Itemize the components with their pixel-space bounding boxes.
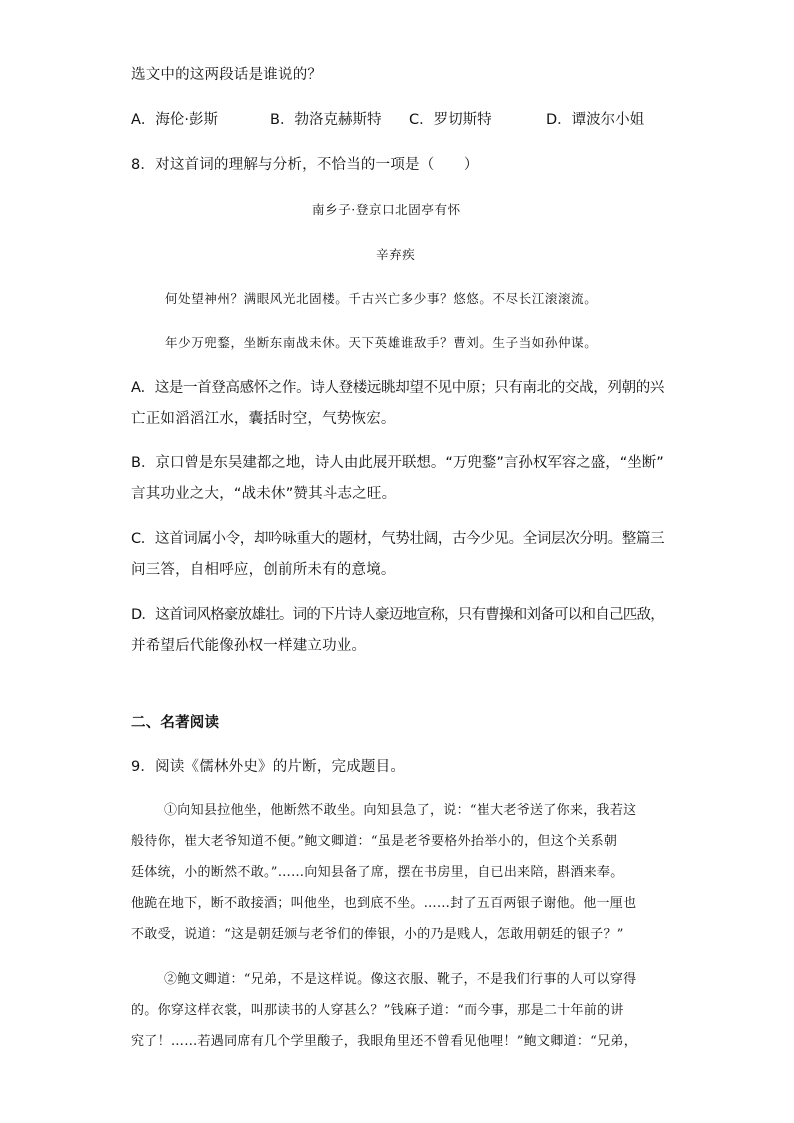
question-7-stem: 选文中的这两段话是谁说的？ <box>131 67 323 83</box>
excerpt-para-1-line-2: 般待你，崔大老爷知道不便。”鲍文卿道：“虽是老爷要格外抬举小的，但这个关系朝 <box>131 834 618 849</box>
poem-line-2: 年少万兜鍪，坐断东南战未休。天下英雄谁敌手？曹刘。生子当如孙仲谋。 <box>165 335 598 350</box>
excerpt-para-1-line-3: 廷体统，小的断然不敢。”……向知县备了席，摆在书房里，自已出来陪，斟酒来奉。 <box>131 865 624 880</box>
excerpt-para-1-line-4: 他跪在地下，断不敢接酒；叫他坐，也到底不坐。……封了五百两银子谢他。他一厘也 <box>131 896 637 911</box>
excerpt-para-2-line-1: ②鲍文卿道：“兄弟，不是这样说。像这衣服、靴子，不是我们行事的人可以穿得 <box>164 972 637 987</box>
question-8-option-d-line-2: 并希望后代能像孙权一样建立功业。 <box>131 638 367 654</box>
question-7-option-b: B．勃洛克赫斯特 <box>270 112 382 128</box>
question-8-option-b-line-2: 言其功业之大，“战未休”赞其斗志之旺。 <box>131 486 397 502</box>
question-8-option-c-line-1: C．这首词属小令，却吟咏重大的题材，气势壮阔，古今少见。全词层次分明。整篇三 <box>131 531 665 547</box>
question-8-option-b-line-1: B．京口曾是东吴建都之地，诗人由此展开联想。“万兜鍪”言孙权军容之盛，“坐断” <box>131 455 664 471</box>
excerpt-para-2-line-3: 究了！……若遇同席有几个学里酸子，我眼角里还不曾看见他哩！”鲍文卿道：“兄弟， <box>131 1034 637 1049</box>
question-7-option-a: A．海伦·彭斯 <box>131 112 219 128</box>
poem-title: 南乡子·登京口北固亭有怀 <box>312 202 461 217</box>
excerpt-para-1-line-1: ①向知县拉他坐，他断然不敢坐。向知县急了，说：“崔大老爷送了你来，我若这 <box>164 803 637 818</box>
poem-author: 辛弃疾 <box>376 247 416 262</box>
poem-line-1: 何处望神州？满眼风光北固楼。千古兴亡多少事？悠悠。不尽长江滚滚流。 <box>165 291 598 306</box>
question-8-option-a-line-1: A．这是一首登高感怀之作。诗人登楼远眺却望不见中原；只有南北的交战，列朝的兴 <box>131 380 665 396</box>
excerpt-para-2-line-2: 的。你穿这样衣裳，叫那读书的人穿甚么？”钱麻子道：“而今事，那是二十年前的讲 <box>131 1003 624 1018</box>
question-8-option-a-line-2: 亡正如滔滔江水，囊括时空，气势恢宏。 <box>131 411 396 427</box>
question-9-stem: 9．阅读《儒林外史》的片断，完成题目。 <box>131 759 406 775</box>
question-8-option-d-line-1: D．这首词风格豪放雄壮。词的下片诗人豪迈地宣称，只有曹操和刘备可以和自己匹敌， <box>131 607 664 623</box>
question-8-stem: 8．对这首词的理解与分析，不恰当的一项是（ ） <box>131 157 479 173</box>
section-heading: 二、名著阅读 <box>131 715 220 731</box>
excerpt-para-1-line-5: 不敢受，说道：“这是朝廷颁与老爷们的俸银，小的乃是贱人，怎敢用朝廷的银子？” <box>131 927 624 942</box>
question-7-option-d: D．谭波尔小姐 <box>546 112 645 128</box>
question-8-option-c-line-2: 问三答，自相呼应，创前所未有的意境。 <box>131 562 396 578</box>
question-7-option-c: C．罗切斯特 <box>409 112 492 128</box>
